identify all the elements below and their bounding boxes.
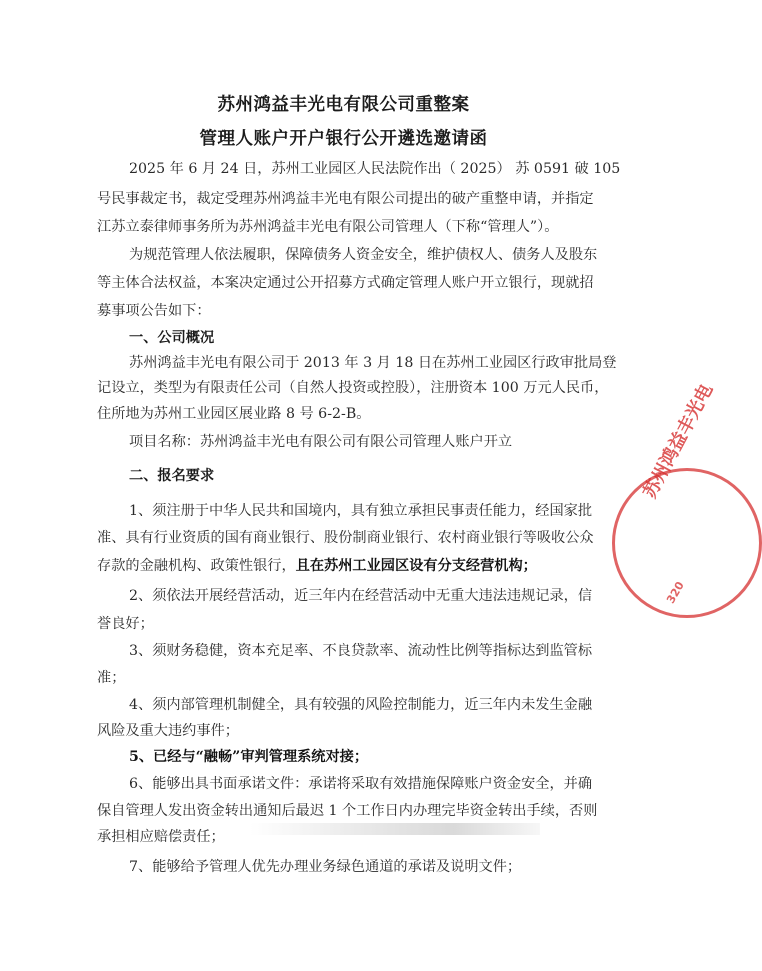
section2-heading: 二、报名要求 xyxy=(129,468,215,484)
company-seal-number: 320 xyxy=(664,579,687,606)
req6-line2: 保自管理人发出资金转出通知后最迟 1 个工作日内办理完毕资金转出手续，否则 xyxy=(97,803,598,819)
req4-line1: 4、须内部管理机制健全，具有较强的风险控制能力，近三年内未发生金融 xyxy=(129,697,593,713)
req1-line3-bold: 且在苏州工业园区设有分支经营机构； xyxy=(295,558,537,574)
intro-p1-line3: 江苏立泰律师事务所为苏州鸿益丰光电有限公司管理人（下称“管理人”）。 xyxy=(97,219,559,235)
req3-line2: 准； xyxy=(97,670,126,686)
document-title-line1: 苏州鸿益丰光电有限公司重整案 xyxy=(217,95,470,115)
intro-p1-line2: 号民事裁定书，裁定受理苏州鸿益丰光电有限公司提出的破产重整申请，并指定 xyxy=(97,191,594,207)
section1-heading: 一、公司概况 xyxy=(129,330,215,346)
intro-p2-line1: 为规范管理人依法履职，保障债务人资金安全，维护债权人、债务人及股东 xyxy=(129,247,598,263)
req3-line1: 3、须财务稳健，资本充足率、不良贷款率、流动性比例等指标达到监管标 xyxy=(129,643,593,659)
section1-line2: 记设立，类型为有限责任公司（自然人投资或控股），注册资本 100 万元人民币， xyxy=(97,380,609,396)
req1-line2: 准、具有行业资质的国有商业银行、股份制商业银行、农村商业银行等吸收公众 xyxy=(97,530,594,546)
intro-p2-line2: 等主体合法权益，本案决定通过公开招募方式确定管理人账户开立银行，现就招 xyxy=(97,275,594,291)
req2-line2: 誉良好； xyxy=(97,616,154,632)
req1-line3-plain: 存款的金融机构、政策性银行， xyxy=(97,558,296,574)
company-seal xyxy=(612,468,762,618)
req7-line: 7、能够给予管理人优先办理业务绿色通道的承诺及说明文件； xyxy=(129,859,522,875)
req2-line1: 2、须依法开展经营活动，近三年内在经营活动中无重大违法违规记录，信 xyxy=(129,588,593,604)
req1-line3 xyxy=(97,555,537,575)
req4-line2: 风险及重大违约事件； xyxy=(97,723,239,739)
faint-scan-artifact xyxy=(250,823,540,835)
req1-line1: 1、须注册于中华人民共和国境内，具有独立承担民事责任能力，经国家批 xyxy=(129,503,593,519)
req5-line: 5、已经与“融畅”审判管理系统对接； xyxy=(129,749,369,765)
req6-line3: 承担相应赔偿责任； xyxy=(97,829,225,845)
section1-line3: 住所地为苏州工业园区展业路 8 号 6-2-B。 xyxy=(97,406,371,422)
intro-p2-line3: 募事项公告如下： xyxy=(97,303,211,319)
project-name: 项目名称：苏州鸿益丰光电有限公司有限公司管理人账户开立 xyxy=(129,434,513,450)
document-title-line2: 管理人账户开户银行公开遴选邀请函 xyxy=(199,129,488,149)
intro-p1-line1: 2025 年 6 月 24 日，苏州工业园区人民法院作出（ 2025） 苏 0591 破 105 xyxy=(129,161,621,177)
req6-line1: 6、能够出具书面承诺文件：承诺将采取有效措施保障账户资金安全，并确 xyxy=(129,776,593,792)
section1-line1: 苏州鸿益丰光电有限公司于 2013 年 3 月 18 日在苏州工业园区行政审批局登 xyxy=(129,355,617,371)
company-seal-text: 苏州鸿益丰光电 xyxy=(639,380,718,502)
